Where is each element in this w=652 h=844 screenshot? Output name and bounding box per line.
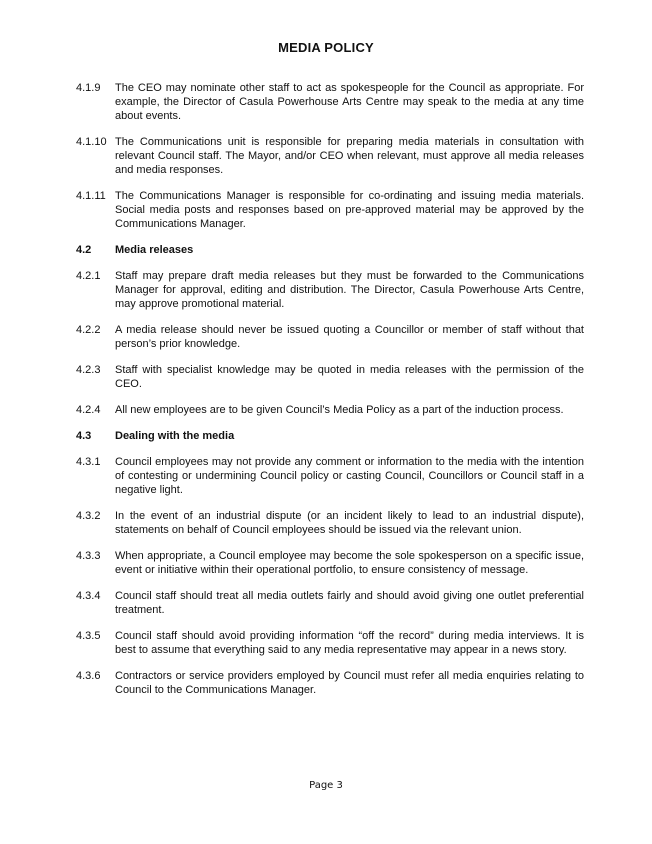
policy-clause — [76, 189, 584, 231]
clause-number: 4.3.2 — [76, 510, 101, 522]
clause-text: A media release should never be issued quoting a Councillor or member of staff without that person’s prior knowledge. — [115, 324, 584, 350]
clause-number: 4.3.6 — [76, 670, 101, 682]
policy-clause — [76, 363, 584, 391]
policy-clause — [76, 509, 584, 537]
policy-clause — [76, 589, 584, 617]
clause-number: 4.2.1 — [76, 270, 101, 282]
policy-clause — [76, 323, 584, 351]
section-title: Media releases — [115, 244, 194, 256]
clause-number: 4.1.10 — [76, 136, 107, 148]
clause-text: The Communications unit is responsible for preparing media materials in consultation with relevant Council staff. The Mayor, and/or CEO when relevant, must approve all media releases and media responses. — [115, 136, 584, 176]
clause-number: 4.1.11 — [76, 190, 106, 202]
clause-text: Staff may prepare draft media releases but they must be forwarded to the Communications Manager for approval, editing and distribution. The Director, Casula Powerhouse Arts Centre, may approve promotional material. — [115, 270, 584, 310]
clause-text: Council staff should avoid providing information “off the record” during media interviews. It is best to assume that everything said to any media representative may appear in a news story. — [115, 630, 584, 656]
clause-number: 4.2.2 — [76, 324, 101, 336]
clause-text: Staff with specialist knowledge may be quoted in media releases with the permission of the CEO. — [115, 364, 584, 390]
clause-text: Council staff should treat all media outlets fairly and should avoid giving one outlet preferential treatment. — [115, 590, 584, 616]
clause-number: 4.3.4 — [76, 590, 101, 602]
policy-clause — [76, 669, 584, 697]
clause-text: Council employees may not provide any comment or information to the media with the intention of contesting or undermining Council policy or casting Council, Councillors or Council staff in a negative light. — [115, 456, 584, 496]
policy-clause — [76, 403, 584, 417]
section-title: Dealing with the media — [115, 430, 235, 442]
section-heading — [76, 429, 584, 443]
policy-content — [76, 81, 584, 709]
clause-text: In the event of an industrial dispute (or an incident likely to lead to an industrial dispute), statements on behalf of Council employees should be issued via the relevant union. — [115, 510, 584, 536]
page-number: Page 3 — [309, 780, 343, 791]
clause-text: The CEO may nominate other staff to act as spokespeople for the Council as appropriate. For example, the Director of Casula Powerhouse Arts Centre may speak to the media at any time about events. — [115, 82, 584, 122]
clause-text: Contractors or service providers employed by Council must refer all media enquiries relating to Council to the Communications Manager. — [115, 670, 584, 696]
clause-number: 4.2.3 — [76, 364, 101, 376]
policy-clause — [76, 549, 584, 577]
clause-text: When appropriate, a Council employee may become the sole spokesperson on a specific issue, event or initiative within their operational portfolio, to ensure consistency of message. — [115, 550, 584, 576]
clause-number: 4.3.3 — [76, 550, 101, 562]
section-number: 4.3 — [76, 430, 92, 442]
clause-number: 4.2.4 — [76, 404, 101, 416]
clause-number: 4.3.5 — [76, 630, 101, 642]
policy-clause — [76, 455, 584, 497]
page-title: MEDIA POLICY — [278, 40, 374, 55]
clause-text: The Communications Manager is responsible for co-ordinating and issuing media materials. Social media posts and responses based on pre-approved material may be approved by the Communications Manager. — [115, 190, 584, 230]
section-heading — [76, 243, 584, 257]
section-number: 4.2 — [76, 244, 92, 256]
clause-text: All new employees are to be given Council’s Media Policy as a part of the induction process. — [115, 404, 564, 416]
policy-clause — [76, 629, 584, 657]
policy-clause — [76, 81, 584, 123]
clause-number: 4.1.9 — [76, 82, 101, 94]
clause-number: 4.3.1 — [76, 456, 101, 468]
policy-clause — [76, 135, 584, 177]
policy-clause — [76, 269, 584, 311]
